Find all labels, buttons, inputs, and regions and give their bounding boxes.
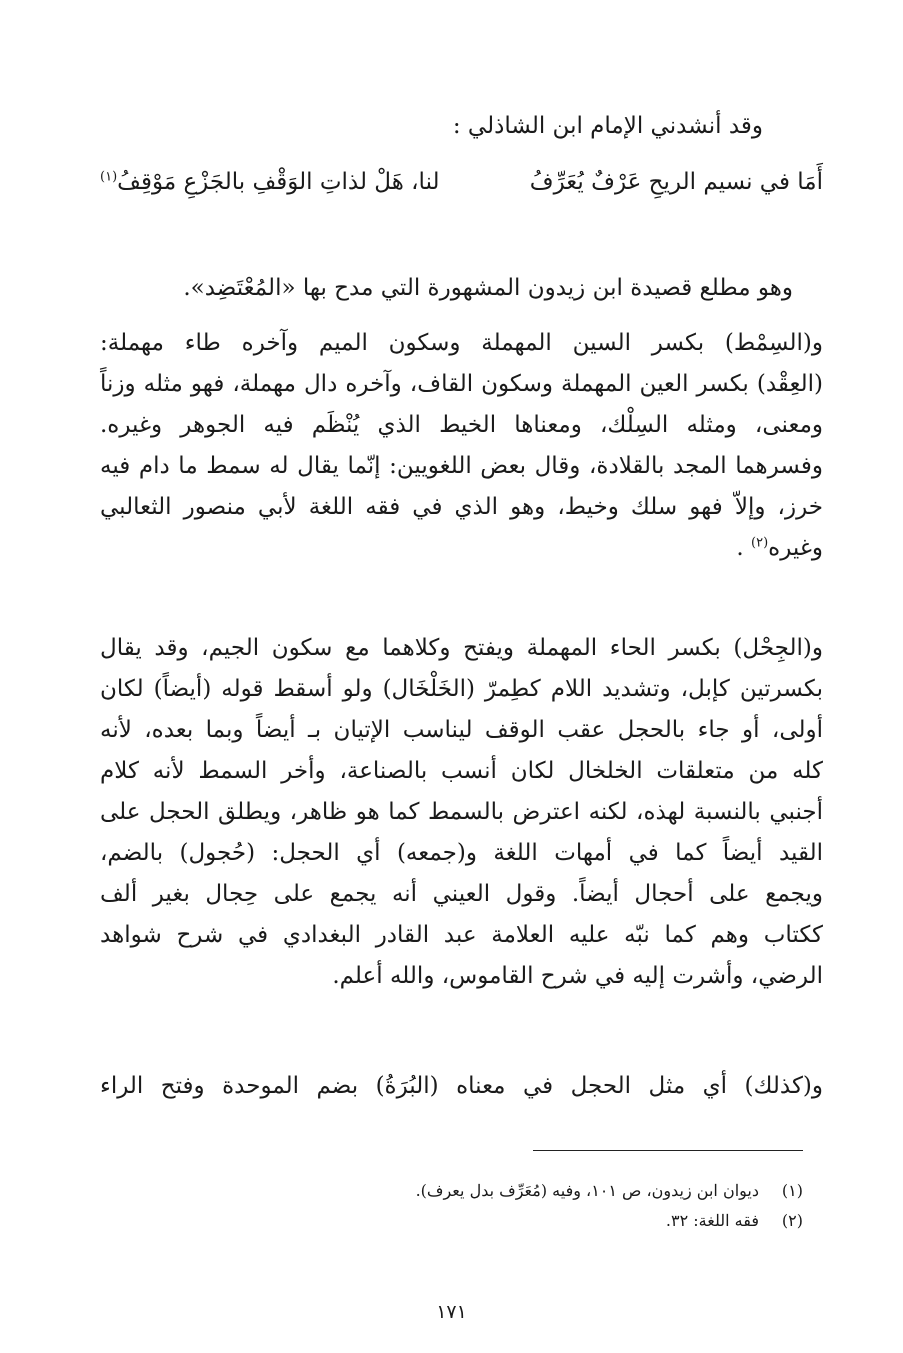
paragraph-line: و(السِمْط) بكسر السين المهملة وسكون الميم وآخره طاء مهملة: bbox=[100, 330, 823, 356]
paragraph-line: و(الجِحْل) بكسر الحاء المهملة ويفتح وكلاهما مع سكون الجيم، وقد يقال bbox=[100, 635, 823, 661]
footnote-divider bbox=[533, 1150, 803, 1151]
footnote-ref-1: (١) bbox=[100, 169, 118, 185]
paragraph-line: بكسرتين كإبل، وتشديد اللام كطِمرّ (الخَلْخَال) ولو أسقط قوله (أيضاً) لكان bbox=[100, 676, 823, 702]
footnote-2 bbox=[666, 1208, 803, 1234]
footnote-ref-2: (٢) bbox=[751, 535, 769, 551]
paragraph-line: أولى، أو جاء بالحجل عقب الوقف ليناسب الإتيان بـ أيضاً وبما بعده، لأنه bbox=[100, 717, 823, 743]
verse-intro: وقد أنشدني الإمام ابن الشاذلي : bbox=[452, 113, 763, 139]
verse-note: وهو مطلع قصيدة ابن زيدون المشهورة التي مدح بها «المُعْتَضِد». bbox=[183, 275, 793, 301]
paragraph-line: كله من متعلقات الخلخال لكان أنسب بالصناعة، وأخر السمط لأنه كلام bbox=[100, 758, 823, 784]
footnote-number: (٢) bbox=[781, 1211, 803, 1230]
paragraph-hijl bbox=[100, 628, 823, 997]
footnote-1 bbox=[416, 1178, 803, 1204]
verse-second-hemistich bbox=[100, 162, 440, 202]
paragraph-line: (العِقْد) بكسر العين المهملة وسكون القاف، وآخره دال مهملة، فهو مثله وزناً bbox=[100, 371, 823, 397]
footnote-text: ديوان ابن زيدون، ص ١٠١، وفيه (مُعَرِّف بدل يعرف). bbox=[415, 1181, 759, 1200]
paragraph-last-line: وغيره$^{(٢)}$ . bbox=[736, 535, 823, 561]
page-number: ١٧١ bbox=[436, 1301, 467, 1323]
footnote-number: (١) bbox=[781, 1181, 803, 1200]
paragraph-line: القيد أيضاً كما في أمهات اللغة و(جمعه) أي الحجل: (حُجول) بالضم، bbox=[100, 840, 823, 866]
paragraph-line: أجنبي بالنسبة لهذه، لكنه اعترض بالسمط كما هو ظاهر، ويطلق الحجل على bbox=[100, 799, 823, 825]
paragraph-bura bbox=[100, 1065, 823, 1108]
paragraph-line: وفسرهما المجد بالقلادة، وقال بعض اللغويين: إنّما يقال له سمط ما دام فيه bbox=[100, 453, 823, 479]
paragraph-line: الرضي، وأشرت إليه في شرح القاموس، والله أعلم. bbox=[332, 963, 823, 989]
paragraph-line: و(كذلك) أي مثل الحجل في معناه (البُرَةُ) بضم الموحدة وفتح الراء bbox=[100, 1073, 823, 1099]
paragraph-line: ككتاب وهم كما نبّه عليه العلامة عبد القادر البغدادي في شرح شواهد bbox=[100, 922, 823, 948]
verse-second-hemistich-text: لنا، هَلْ لذاتِ الوَقْفِ بالجَزْعِ مَوْقِفُ bbox=[117, 169, 440, 195]
paragraph-line: ومعنى، ومثله السِلْك، ومعناها الخيط الذي يُنْظَم فيه الجوهر وغيره. bbox=[100, 412, 823, 438]
paragraph-line: ويجمع على أحجال أيضاً. وقول العيني أنه يجمع على حِجال بغير ألف bbox=[100, 881, 823, 907]
paragraph-simt bbox=[100, 323, 823, 569]
paragraph-line-text: وغيره bbox=[768, 535, 823, 561]
footnote-text: فقه اللغة: ٣٢. bbox=[665, 1211, 759, 1230]
paragraph-line: خرز، وإلاّ فهو سلك وخيط، وهو الذي في فقه اللغة لأبي منصور الثعالبي bbox=[100, 494, 823, 520]
verse-first-hemistich: أَمَا في نسيم الريحِ عَرْفٌ يُعَرِّفُ bbox=[529, 169, 823, 195]
poetry-verse bbox=[100, 162, 823, 202]
